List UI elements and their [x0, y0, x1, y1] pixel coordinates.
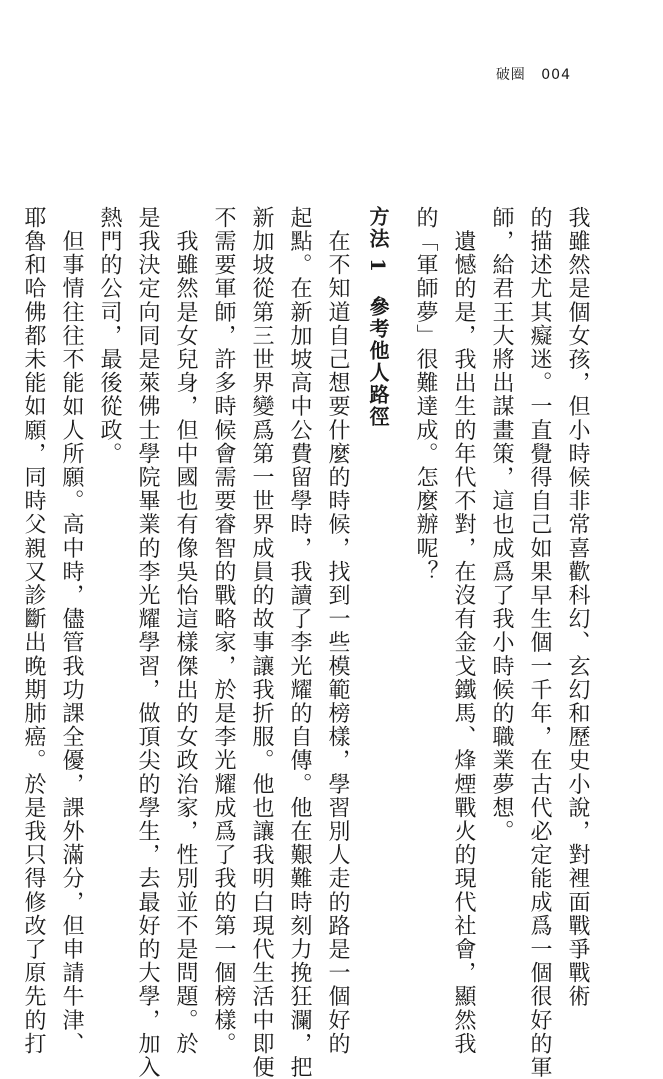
text-column: 的「軍師夢」很難達成。怎麼辦呢？	[413, 206, 438, 584]
method-number: 1	[366, 258, 390, 274]
book-title: 破圈	[495, 67, 526, 83]
section-heading	[364, 206, 392, 428]
text-column: 遺憾的是，我出生的年代不對，在沒有金戈鐵馬、烽煙戰火的現代社會，顯然我	[451, 206, 476, 1056]
text-column: 起點。在新加坡高中公費留學時，我讀了李光耀的自傳。他在艱難時刻力挽狂瀾，把	[287, 206, 312, 1079]
page-number: 004	[541, 67, 571, 83]
text-column: 師，給君王大將出謀畫策，這也成爲了我小時候的職業夢想。	[489, 206, 514, 844]
text-column: 耶魯和哈佛都未能如願，同時父親又診斷出晚期肺癌。於是我只得修改了原先的打	[21, 206, 46, 1056]
section-title: 參考他人路徑	[366, 295, 390, 428]
method-label: 方法	[366, 206, 390, 250]
text-column: 不需要軍師，許多時候會需要睿智的戰略家，於是李光耀成爲了我的第一個榜樣。	[211, 206, 236, 1056]
text-column: 在不知道自己想要什麼的時候，找到一些模範榜樣，學習別人走的路是一個好的	[325, 206, 350, 1056]
text-column: 但事情往往不能如人所願。高中時，儘管我功課全優，課外滿分，但申請牛津、	[59, 206, 84, 1056]
text-column: 我雖然是女兒身，但中國也有像吳怡這樣傑出的女政治家，性別並不是問題。於	[173, 206, 198, 1056]
text-column: 我雖然是個女孩，但小時候非常喜歡科幻、玄幻和歷史小說，對裡面戰爭戰術	[565, 206, 590, 1009]
running-header	[496, 64, 571, 84]
text-column: 的描述尤其癡迷。一直覺得自己如果早生個一千年，在古代必定能成爲一個很好的軍	[527, 206, 552, 1079]
text-column: 新加坡從第三世界變爲第一世界成員的故事讓我折服。他也讓我明白現代生活中即便	[249, 206, 274, 1079]
text-column: 熱門的公司，最後從政。	[97, 206, 122, 466]
text-column: 是我決定向同是萊佛士學院畢業的李光耀學習，做頂尖的學生，去最好的大學，加入	[135, 206, 160, 1079]
